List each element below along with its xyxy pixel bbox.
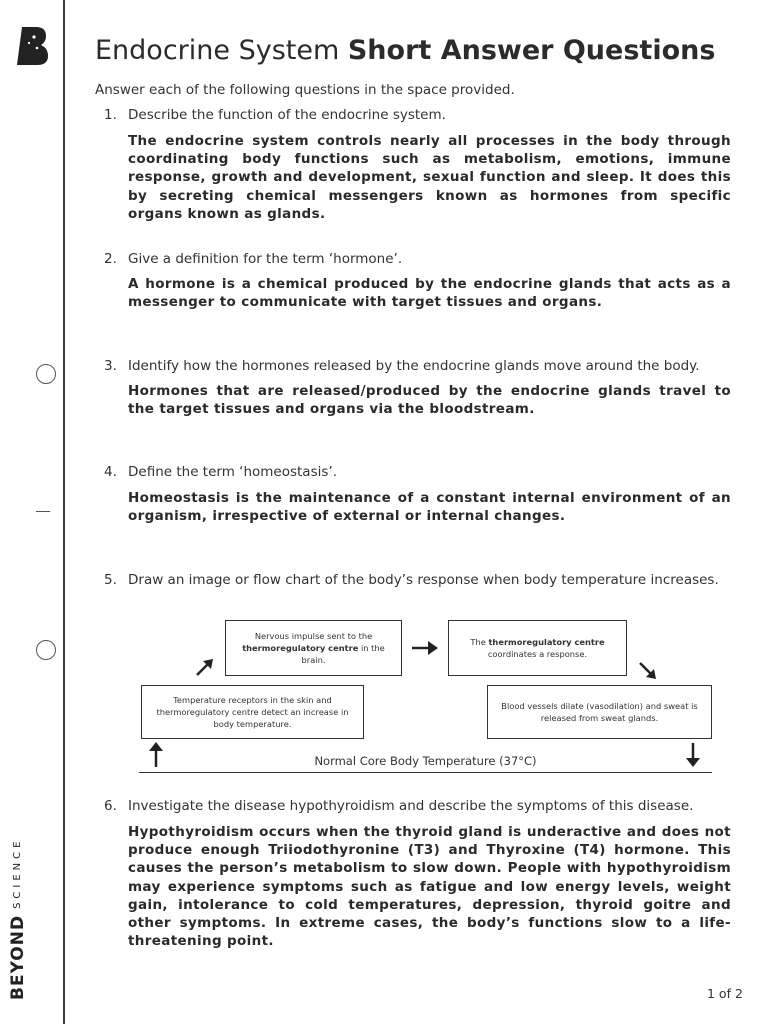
arrow-down-right-icon <box>638 661 658 681</box>
question-text: Investigate the disease hypothyroidism and describe the symptoms of this disease. <box>128 798 694 814</box>
margin-line <box>63 0 65 1024</box>
brand-sub: SCIENCE <box>12 837 23 909</box>
page-title <box>95 35 715 66</box>
flow-box-vasodilation-sweat: Blood vessels dilate (vasodilation) and sweat is released from sweat glands. <box>487 685 712 739</box>
flow-box-thermoregulatory-centre: The thermoregulatory centre coordinates a response. <box>448 620 627 676</box>
fold-mark <box>36 511 50 512</box>
arrow-up-right-icon <box>195 657 215 677</box>
question-text: Give a definition for the term ‘hormone’. <box>128 251 403 267</box>
flow-box-nervous-impulse: Nervous impulse sent to the thermoregulatory centre in the brain. <box>225 620 402 676</box>
question-text: Identify how the hormones released by the endocrine glands move around the body. <box>128 358 700 374</box>
question-number: 2. <box>104 251 117 267</box>
flow-box-temperature-receptors: Temperature receptors in the skin and thermoregulatory centre detect an increase in body temperature. <box>141 685 364 739</box>
question-number: 5. <box>104 572 117 588</box>
question-number: 4. <box>104 464 117 480</box>
answer-1: The endocrine system controls nearly all processes in the body through coordinating body functions such as metabolism, emotions, immune response, growth and development, sexual function and sleep. It does this by secreting chemical messengers known as hormones from specific organs known as glands. <box>128 133 731 222</box>
answer-4: Homeostasis is the maintenance of a constant internal environment of an organism, irrespective of external or internal changes. <box>128 490 731 525</box>
binder-hole-bottom <box>36 640 56 660</box>
flow-baseline-label: Normal Core Body Temperature (37°C) <box>314 754 537 768</box>
intro-text: Answer each of the following questions in the space provided. <box>95 82 515 98</box>
brand-name: BEYOND <box>8 914 28 1000</box>
title-bold: Short Answer Questions <box>347 35 716 66</box>
question-number: 6. <box>104 798 117 814</box>
answer-3: Hormones that are released/produced by the endocrine glands travel to the target tissues and organs via the bloodstream. <box>128 383 731 418</box>
beyond-science-logo <box>16 26 50 66</box>
question-number: 3. <box>104 358 117 374</box>
answer-2: A hormone is a chemical produced by the endocrine glands that acts as a messenger to communicate with target tissues and organs. <box>128 276 731 311</box>
question-number: 1. <box>104 107 117 123</box>
page-number: 1 of 2 <box>707 986 743 1001</box>
question-text: Describe the function of the endocrine system. <box>128 107 446 123</box>
answer-6: Hypothyroidism occurs when the thyroid gland is underactive and does not produce enough Triiodothyronine (T3) and Thyroxine (T4) hormone. This causes the person’s metabolism to slow down. People with hypothyroidism may experience symptoms such as fatigue and low energy levels, weight gain, intolerance to cold temperatures, depression, thyroid goitre and other symptoms. In extreme cases, the body’s functions slow to a life-threatening point. <box>128 824 731 950</box>
question-text: Draw an image or flow chart of the body’s response when body temperature increases. <box>128 572 719 588</box>
flow-baseline <box>139 772 712 773</box>
question-text: Define the term ‘homeostasis’. <box>128 464 337 480</box>
binder-hole-top <box>36 364 56 384</box>
arrow-right-icon <box>411 638 439 658</box>
brand-vertical <box>8 838 28 1000</box>
title-light: Endocrine System <box>95 35 340 66</box>
